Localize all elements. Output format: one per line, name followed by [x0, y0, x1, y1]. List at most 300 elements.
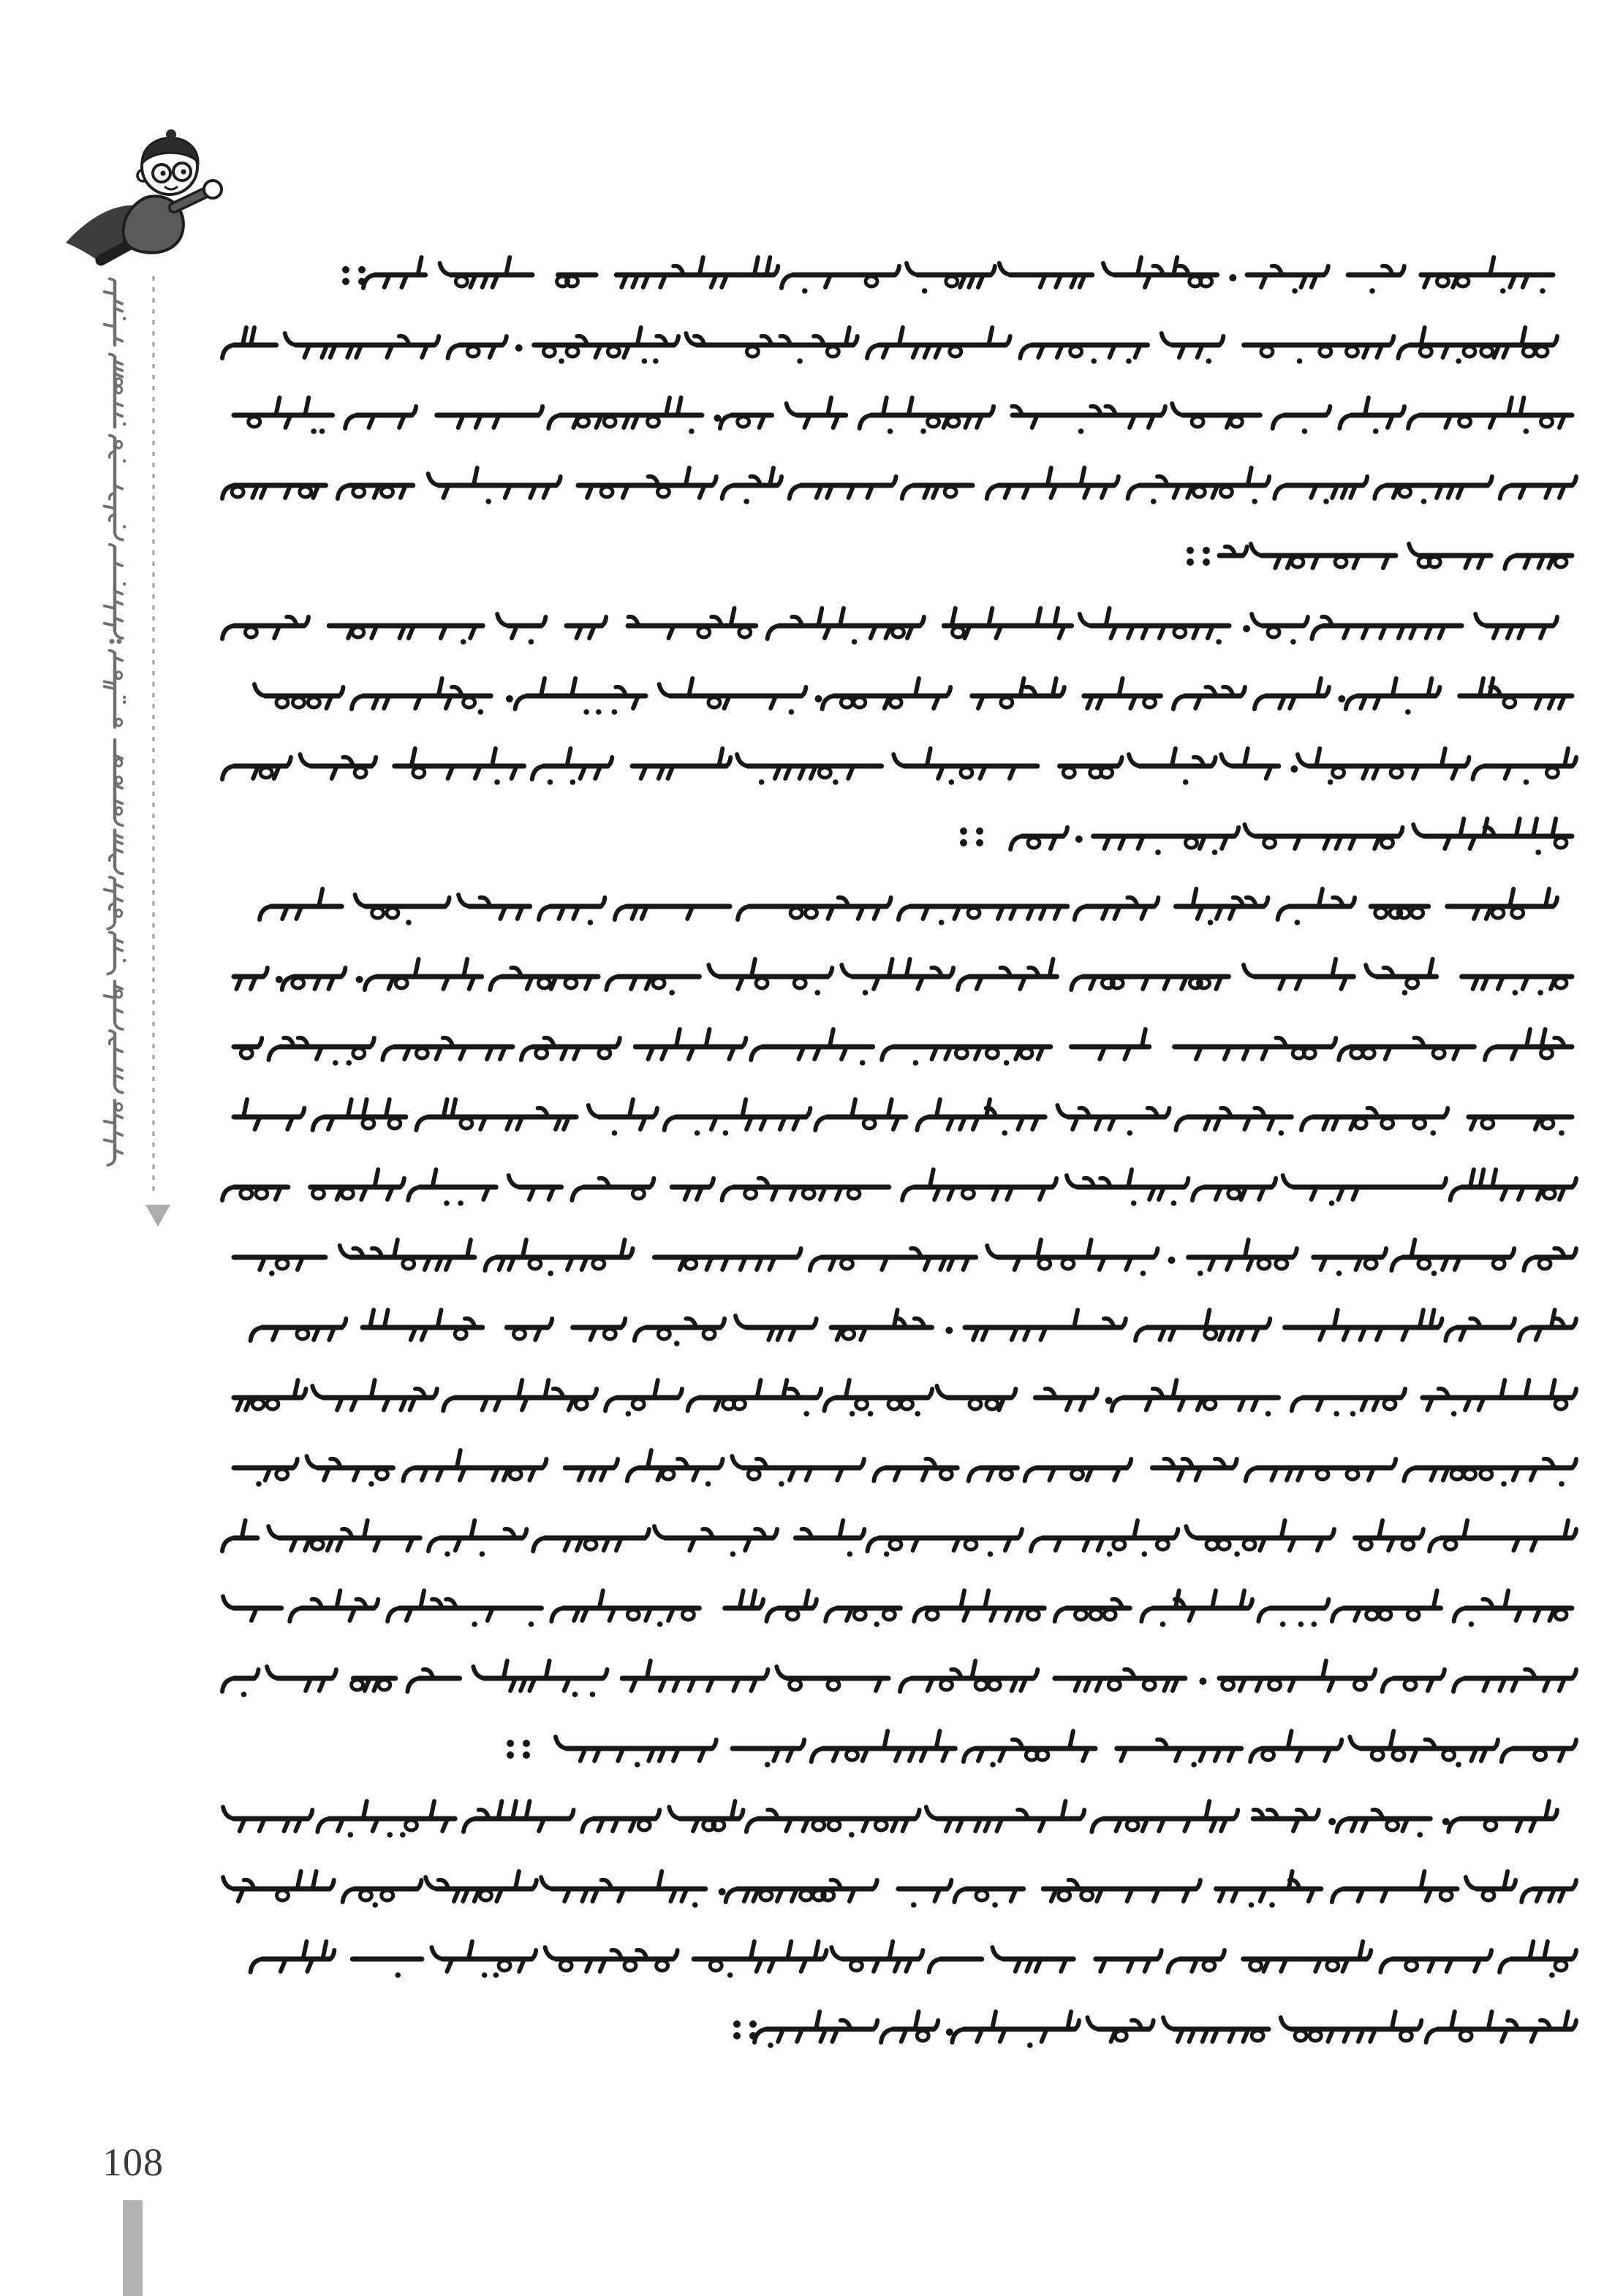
glyph-stroke — [1171, 1200, 1177, 1206]
glyph-stroke — [461, 639, 466, 645]
glyph-stroke — [1317, 1469, 1328, 1479]
glyph-stroke — [1176, 1591, 1179, 1608]
glyph-stroke — [1021, 1048, 1032, 1058]
glyph-stroke — [116, 672, 121, 679]
glyph-stroke — [1533, 819, 1537, 836]
glyph-stroke — [812, 1748, 823, 1762]
glyph-stroke — [1222, 1680, 1234, 1690]
glyph-stroke — [1464, 346, 1475, 357]
glyph-stroke — [1091, 358, 1097, 364]
glyph-stroke — [1485, 1820, 1497, 1830]
glyph-stroke — [1435, 687, 1439, 696]
glyph-stroke — [1248, 468, 1252, 485]
glyph-stroke — [545, 1947, 556, 1959]
glyph-stroke — [1526, 1029, 1530, 1047]
glyph-stroke — [692, 1902, 698, 1908]
glyph-stroke — [828, 398, 831, 415]
glyph-stroke — [783, 1380, 787, 1398]
glyph-stroke — [752, 1591, 755, 1608]
glyph-stroke — [960, 827, 967, 835]
glyph-stroke — [1192, 417, 1203, 427]
glyph-stroke — [726, 757, 730, 766]
glyph-stroke — [1366, 965, 1377, 977]
glyph-stroke — [1572, 477, 1576, 485]
glyph-stroke — [1290, 765, 1298, 773]
glyph-stroke — [251, 327, 254, 345]
glyph-stroke — [110, 545, 115, 548]
glyph-stroke — [1127, 1130, 1133, 1136]
glyph-stroke — [432, 1170, 436, 1187]
glyph-stroke — [1324, 266, 1328, 275]
glyph-stroke — [458, 895, 469, 906]
glyph-stroke — [649, 1178, 654, 1187]
glyph-stroke — [599, 1048, 610, 1058]
glyph-stroke — [962, 1189, 974, 1199]
glyph-stroke — [311, 1539, 323, 1550]
glyph-stroke — [1464, 757, 1469, 766]
glyph-stroke — [818, 608, 822, 626]
glyph-stroke — [269, 1270, 275, 1276]
glyph-stroke — [732, 1456, 743, 1468]
glyph-stroke — [1512, 908, 1524, 918]
glyph-stroke — [800, 1740, 804, 1748]
glyph-stroke — [1387, 1820, 1399, 1830]
glyph-stroke — [1027, 2042, 1033, 2048]
glyph-stroke — [1443, 1108, 1448, 1117]
glyph-stroke — [371, 757, 376, 766]
glyph-stroke — [1400, 406, 1404, 415]
glyph-stroke — [602, 617, 606, 626]
glyph-stroke — [655, 1810, 659, 1819]
glyph-stroke — [900, 1678, 912, 1691]
glyph-stroke — [915, 2012, 919, 2029]
glyph-stroke — [653, 358, 659, 364]
glyph-stroke — [341, 1189, 353, 1199]
glyph-stroke — [1523, 428, 1529, 434]
glyph-stroke — [757, 1380, 760, 1398]
glyph-stroke — [1572, 1249, 1576, 1257]
glyph-stroke — [1090, 1610, 1102, 1620]
glyph-stroke — [298, 1871, 301, 1889]
text-line — [222, 749, 1576, 785]
glyph-stroke — [360, 1890, 371, 1901]
text-line — [234, 1380, 1576, 1417]
glyph-stroke — [657, 487, 669, 497]
glyph-stroke — [1450, 1187, 1462, 1200]
glyph-stroke — [319, 889, 322, 906]
glyph-stroke — [1500, 288, 1506, 294]
glyph-stroke — [374, 1170, 378, 1187]
glyph-stroke — [548, 779, 553, 785]
glyph-stroke — [986, 1099, 990, 1117]
glyph-stroke — [1499, 1959, 1511, 1972]
glyph-stroke — [848, 1189, 860, 1199]
glyph-stroke — [1317, 678, 1321, 696]
glyph-stroke — [434, 336, 439, 345]
glyph-stroke — [1372, 1750, 1383, 1760]
glyph-stroke — [860, 415, 871, 428]
glyph-stroke — [1063, 827, 1067, 836]
glyph-stroke — [992, 2012, 996, 2029]
glyph-stroke — [1540, 288, 1546, 294]
glyph-stroke — [251, 1959, 262, 1972]
glyph-stroke — [485, 1257, 496, 1270]
glyph-stroke — [988, 327, 992, 345]
glyph-stroke — [1541, 1048, 1553, 1058]
glyph-stroke — [1280, 1621, 1286, 1627]
glyph-stroke — [1265, 477, 1269, 485]
glyph-stroke — [712, 477, 716, 485]
glyph-stroke — [624, 1960, 636, 1971]
glyph-stroke — [883, 1610, 895, 1620]
glyph-stroke — [301, 1389, 306, 1398]
glyph-stroke — [972, 1661, 975, 1678]
glyph-stroke — [1245, 1240, 1249, 1257]
glyph-stroke — [1390, 1731, 1393, 1748]
glyph-stroke — [1351, 1048, 1363, 1058]
glyph-stroke — [317, 1819, 329, 1832]
glyph-stroke — [1510, 889, 1513, 906]
glyph-stroke — [1319, 889, 1323, 906]
glyph-stroke — [600, 898, 605, 906]
glyph-stroke — [1143, 1680, 1155, 1690]
glyph-stroke — [1309, 2031, 1321, 2041]
glyph-stroke — [1102, 978, 1113, 988]
page-number: 108 — [102, 2140, 164, 2184]
glyph-stroke — [1206, 1539, 1218, 1550]
glyph-stroke — [1173, 696, 1185, 709]
glyph-stroke — [416, 1117, 428, 1130]
glyph-stroke — [1266, 1411, 1271, 1417]
glyph-stroke — [110, 639, 115, 644]
text-line — [234, 1029, 1572, 1066]
glyph-stroke — [1268, 627, 1279, 637]
glyph-stroke — [1071, 977, 1083, 990]
glyph-stroke — [1203, 1960, 1215, 1971]
glyph-stroke — [1442, 1818, 1450, 1825]
glyph-stroke — [889, 1941, 893, 1959]
glyph-stroke — [1440, 1890, 1452, 1901]
glyph-stroke — [1502, 1748, 1513, 1762]
glyph-stroke — [276, 1469, 288, 1479]
glyph-stroke — [469, 1941, 472, 1959]
glyph-stroke — [267, 1399, 279, 1409]
glyph-stroke — [863, 1118, 875, 1129]
glyph-stroke — [529, 1259, 541, 1269]
glyph-stroke — [222, 766, 234, 779]
glyph-stroke — [1093, 1389, 1097, 1398]
glyph-stroke — [1128, 485, 1140, 499]
glyph-stroke — [1382, 1678, 1394, 1691]
glyph-stroke — [251, 1327, 262, 1341]
glyph-stroke — [604, 417, 616, 427]
glyph-stroke — [1104, 1610, 1116, 1620]
glyph-stroke — [342, 266, 349, 273]
glyph-stroke — [907, 959, 910, 977]
text-line — [222, 327, 1557, 364]
glyph-stroke — [1535, 849, 1541, 855]
glyph-stroke — [1243, 625, 1250, 632]
glyph-stroke — [1500, 485, 1512, 499]
glyph-stroke — [737, 754, 748, 766]
glyph-stroke — [467, 346, 479, 357]
glyph-stroke — [1191, 1762, 1197, 1768]
glyph-stroke — [1338, 695, 1345, 702]
glyph-stroke — [608, 346, 619, 357]
glyph-stroke — [1519, 1327, 1531, 1341]
glyph-stroke — [1373, 428, 1379, 434]
glyph-stroke — [1010, 836, 1022, 849]
glyph-stroke — [825, 1608, 837, 1621]
glyph-stroke — [1354, 1680, 1366, 1690]
glyph-stroke — [917, 2031, 928, 2041]
glyph-stroke — [1537, 990, 1543, 996]
glyph-stroke — [1062, 1259, 1074, 1269]
glyph-stroke — [223, 1877, 234, 1889]
glyph-stroke — [1489, 678, 1493, 696]
glyph-stroke — [482, 1972, 488, 1978]
glyph-stroke — [828, 968, 832, 977]
glyph-stroke — [313, 1117, 325, 1130]
glyph-stroke — [1421, 327, 1425, 345]
glyph-stroke — [1258, 1259, 1270, 1269]
glyph-stroke — [969, 1468, 980, 1481]
glyph-stroke — [1553, 617, 1557, 626]
glyph-stroke — [308, 697, 319, 708]
glyph-stroke — [1075, 906, 1086, 920]
glyph-stroke — [267, 1667, 278, 1678]
glyph-stroke — [954, 1889, 966, 1902]
glyph-stroke — [1572, 1529, 1576, 1538]
glyph-stroke — [627, 1610, 639, 1620]
glyph-stroke — [588, 920, 594, 925]
glyph-stroke — [803, 1189, 814, 1199]
glyph-stroke — [242, 1520, 246, 1538]
glyph-stroke — [882, 1047, 893, 1060]
glyph-stroke — [263, 968, 268, 977]
glyph-stroke — [863, 990, 869, 996]
glyph-stroke — [1329, 1200, 1335, 1206]
glyph-stroke — [1451, 1411, 1457, 1417]
glyph-stroke — [382, 1047, 394, 1060]
glyph-stroke — [1492, 908, 1504, 918]
glyph-stroke — [1411, 1240, 1415, 1257]
glyph-stroke — [658, 1329, 670, 1339]
glyph-stroke — [695, 1130, 700, 1136]
glyph-stroke — [1382, 838, 1393, 848]
glyph-stroke — [545, 1380, 548, 1398]
glyph-stroke — [575, 1399, 587, 1409]
glyph-stroke — [722, 1187, 734, 1200]
glyph-stroke — [1134, 1520, 1138, 1538]
glyph-stroke — [300, 1108, 304, 1117]
glyph-stroke — [370, 1038, 374, 1047]
glyph-stroke — [1529, 1941, 1533, 1959]
glyph-stroke — [819, 768, 831, 778]
glyph-stroke — [892, 477, 896, 485]
glyph-stroke — [653, 1108, 657, 1117]
glyph-stroke — [992, 1902, 998, 1908]
glyph-stroke — [776, 1667, 787, 1678]
glyph-stroke — [1002, 1130, 1007, 1136]
glyph-stroke — [647, 417, 659, 427]
glyph-stroke — [1483, 819, 1487, 836]
glyph-stroke — [881, 2029, 893, 2042]
glyph-stroke — [606, 977, 618, 990]
glyph-stroke — [332, 1670, 336, 1678]
glyph-stroke — [1184, 1178, 1188, 1187]
glyph-stroke — [965, 1539, 977, 1550]
glyph-stroke — [887, 898, 891, 906]
glyph-stroke — [1409, 544, 1420, 556]
glyph-stroke — [497, 614, 508, 626]
glyph-stroke — [915, 678, 919, 696]
glyph-stroke — [1543, 1189, 1555, 1199]
glyph-stroke — [1504, 1871, 1507, 1889]
glyph-stroke — [590, 1691, 596, 1697]
glyph-stroke — [1241, 1591, 1244, 1608]
glyph-stroke — [431, 1947, 442, 1959]
text-line — [222, 1520, 1576, 1557]
glyph-stroke — [1279, 1130, 1285, 1136]
glyph-stroke — [548, 1270, 553, 1276]
glyph-stroke — [551, 1608, 563, 1621]
glyph-stroke — [720, 415, 732, 428]
glyph-stroke — [1430, 1130, 1436, 1136]
glyph-stroke — [805, 908, 817, 918]
glyph-stroke — [1535, 1750, 1546, 1760]
glyph-stroke — [936, 1731, 939, 1748]
glyph-stroke — [1454, 1608, 1466, 1621]
glyph-stroke — [416, 1048, 428, 1058]
glyph-stroke — [1186, 1526, 1197, 1538]
glyph-stroke — [815, 1117, 827, 1130]
glyph-stroke — [560, 1960, 572, 1971]
glyph-stroke — [719, 749, 722, 766]
glyph-stroke — [1494, 1740, 1498, 1748]
glyph-stroke — [1001, 697, 1013, 708]
glyph-stroke — [917, 1117, 928, 1130]
glyph-stroke — [363, 1801, 367, 1819]
glyph-stroke — [533, 1538, 545, 1551]
text-line — [251, 1310, 1576, 1346]
glyph-stroke — [110, 436, 115, 439]
glyph-stroke — [515, 344, 523, 352]
glyph-stroke — [116, 759, 121, 767]
glyph-stroke — [292, 978, 304, 988]
glyph-stroke — [1325, 406, 1330, 415]
glyph-stroke — [394, 1240, 398, 1257]
glyph-stroke — [665, 1117, 676, 1130]
glyph-stroke — [850, 1411, 855, 1417]
glyph-stroke — [662, 1469, 674, 1479]
glyph-stroke — [1555, 1399, 1567, 1409]
glyph-stroke — [1205, 1329, 1217, 1339]
glyph-stroke — [1407, 978, 1418, 988]
glyph-stroke — [1149, 2020, 1154, 2029]
glyph-stroke — [635, 1762, 640, 1768]
glyph-stroke — [300, 754, 311, 766]
glyph-stroke — [852, 639, 858, 645]
glyph-stroke — [559, 358, 564, 364]
glyph-stroke — [1075, 2020, 1079, 2029]
glyph-stroke — [1266, 1319, 1270, 1327]
glyph-stroke — [1081, 468, 1084, 485]
glyph-stroke — [1431, 1270, 1437, 1276]
glyph-stroke — [763, 1670, 768, 1678]
glyph-stroke — [412, 749, 415, 766]
glyph-stroke — [1113, 1539, 1125, 1550]
glyph-stroke — [719, 1459, 723, 1468]
glyph-stroke — [420, 1591, 424, 1608]
glyph-stroke — [582, 1819, 594, 1832]
glyph-stroke — [1400, 2031, 1412, 2041]
glyph-stroke — [1470, 1170, 1474, 1187]
glyph-stroke — [1127, 1820, 1138, 1830]
glyph-stroke — [1565, 2012, 1568, 2029]
glyph-stroke — [992, 1947, 1003, 1959]
glyph-stroke — [1382, 1118, 1393, 1129]
glyph-stroke — [116, 379, 121, 386]
glyph-stroke — [1337, 1740, 1342, 1748]
glyph-stroke — [257, 1038, 262, 1047]
glyph-stroke — [572, 1691, 578, 1697]
glyph-stroke — [1141, 1608, 1153, 1621]
glyph-stroke — [752, 959, 755, 977]
glyph-stroke — [506, 257, 510, 275]
glyph-stroke — [342, 278, 349, 285]
glyph-stroke — [988, 608, 992, 626]
glyph-stroke — [1552, 819, 1556, 836]
glyph-stroke — [1292, 288, 1298, 294]
glyph-stroke — [1437, 1319, 1442, 1327]
glyph-stroke — [846, 1750, 858, 1760]
glyph-stroke — [1075, 836, 1083, 843]
glyph-stroke — [306, 1456, 317, 1468]
glyph-stroke — [290, 1608, 301, 1621]
glyph-stroke — [565, 978, 577, 988]
glyph-stroke — [115, 533, 123, 540]
glyph-stroke — [1244, 1539, 1255, 1550]
glyph-stroke — [1187, 558, 1194, 566]
glyph-stroke — [311, 428, 317, 434]
glyph-stroke — [596, 709, 602, 715]
glyph-stroke — [115, 1022, 123, 1029]
glyph-stroke — [1460, 2031, 1472, 2041]
glyph-stroke — [708, 965, 719, 977]
glyph-stroke — [947, 1880, 951, 1889]
glyph-stroke — [1433, 1048, 1445, 1058]
glyph-stroke — [1263, 898, 1268, 906]
glyph-stroke — [492, 749, 496, 766]
glyph-stroke — [1153, 1249, 1157, 1257]
glyph-stroke — [1375, 908, 1387, 918]
glyph-stroke — [1366, 1610, 1378, 1620]
glyph-stroke — [252, 1399, 264, 1409]
glyph-stroke — [1572, 757, 1576, 766]
glyph-stroke — [621, 1240, 625, 1257]
glyph-stroke — [268, 1526, 279, 1538]
glyph-stroke — [949, 968, 953, 977]
glyph-stroke — [1346, 346, 1358, 357]
glyph-stroke — [386, 1099, 390, 1117]
glyph-stroke — [1039, 1259, 1051, 1269]
glyph-stroke — [1252, 2031, 1263, 2041]
glyph-stroke — [1168, 1959, 1180, 1972]
glyph-stroke — [790, 1680, 801, 1690]
glyph-stroke — [1140, 1270, 1146, 1276]
glyph-stroke — [805, 1591, 809, 1608]
